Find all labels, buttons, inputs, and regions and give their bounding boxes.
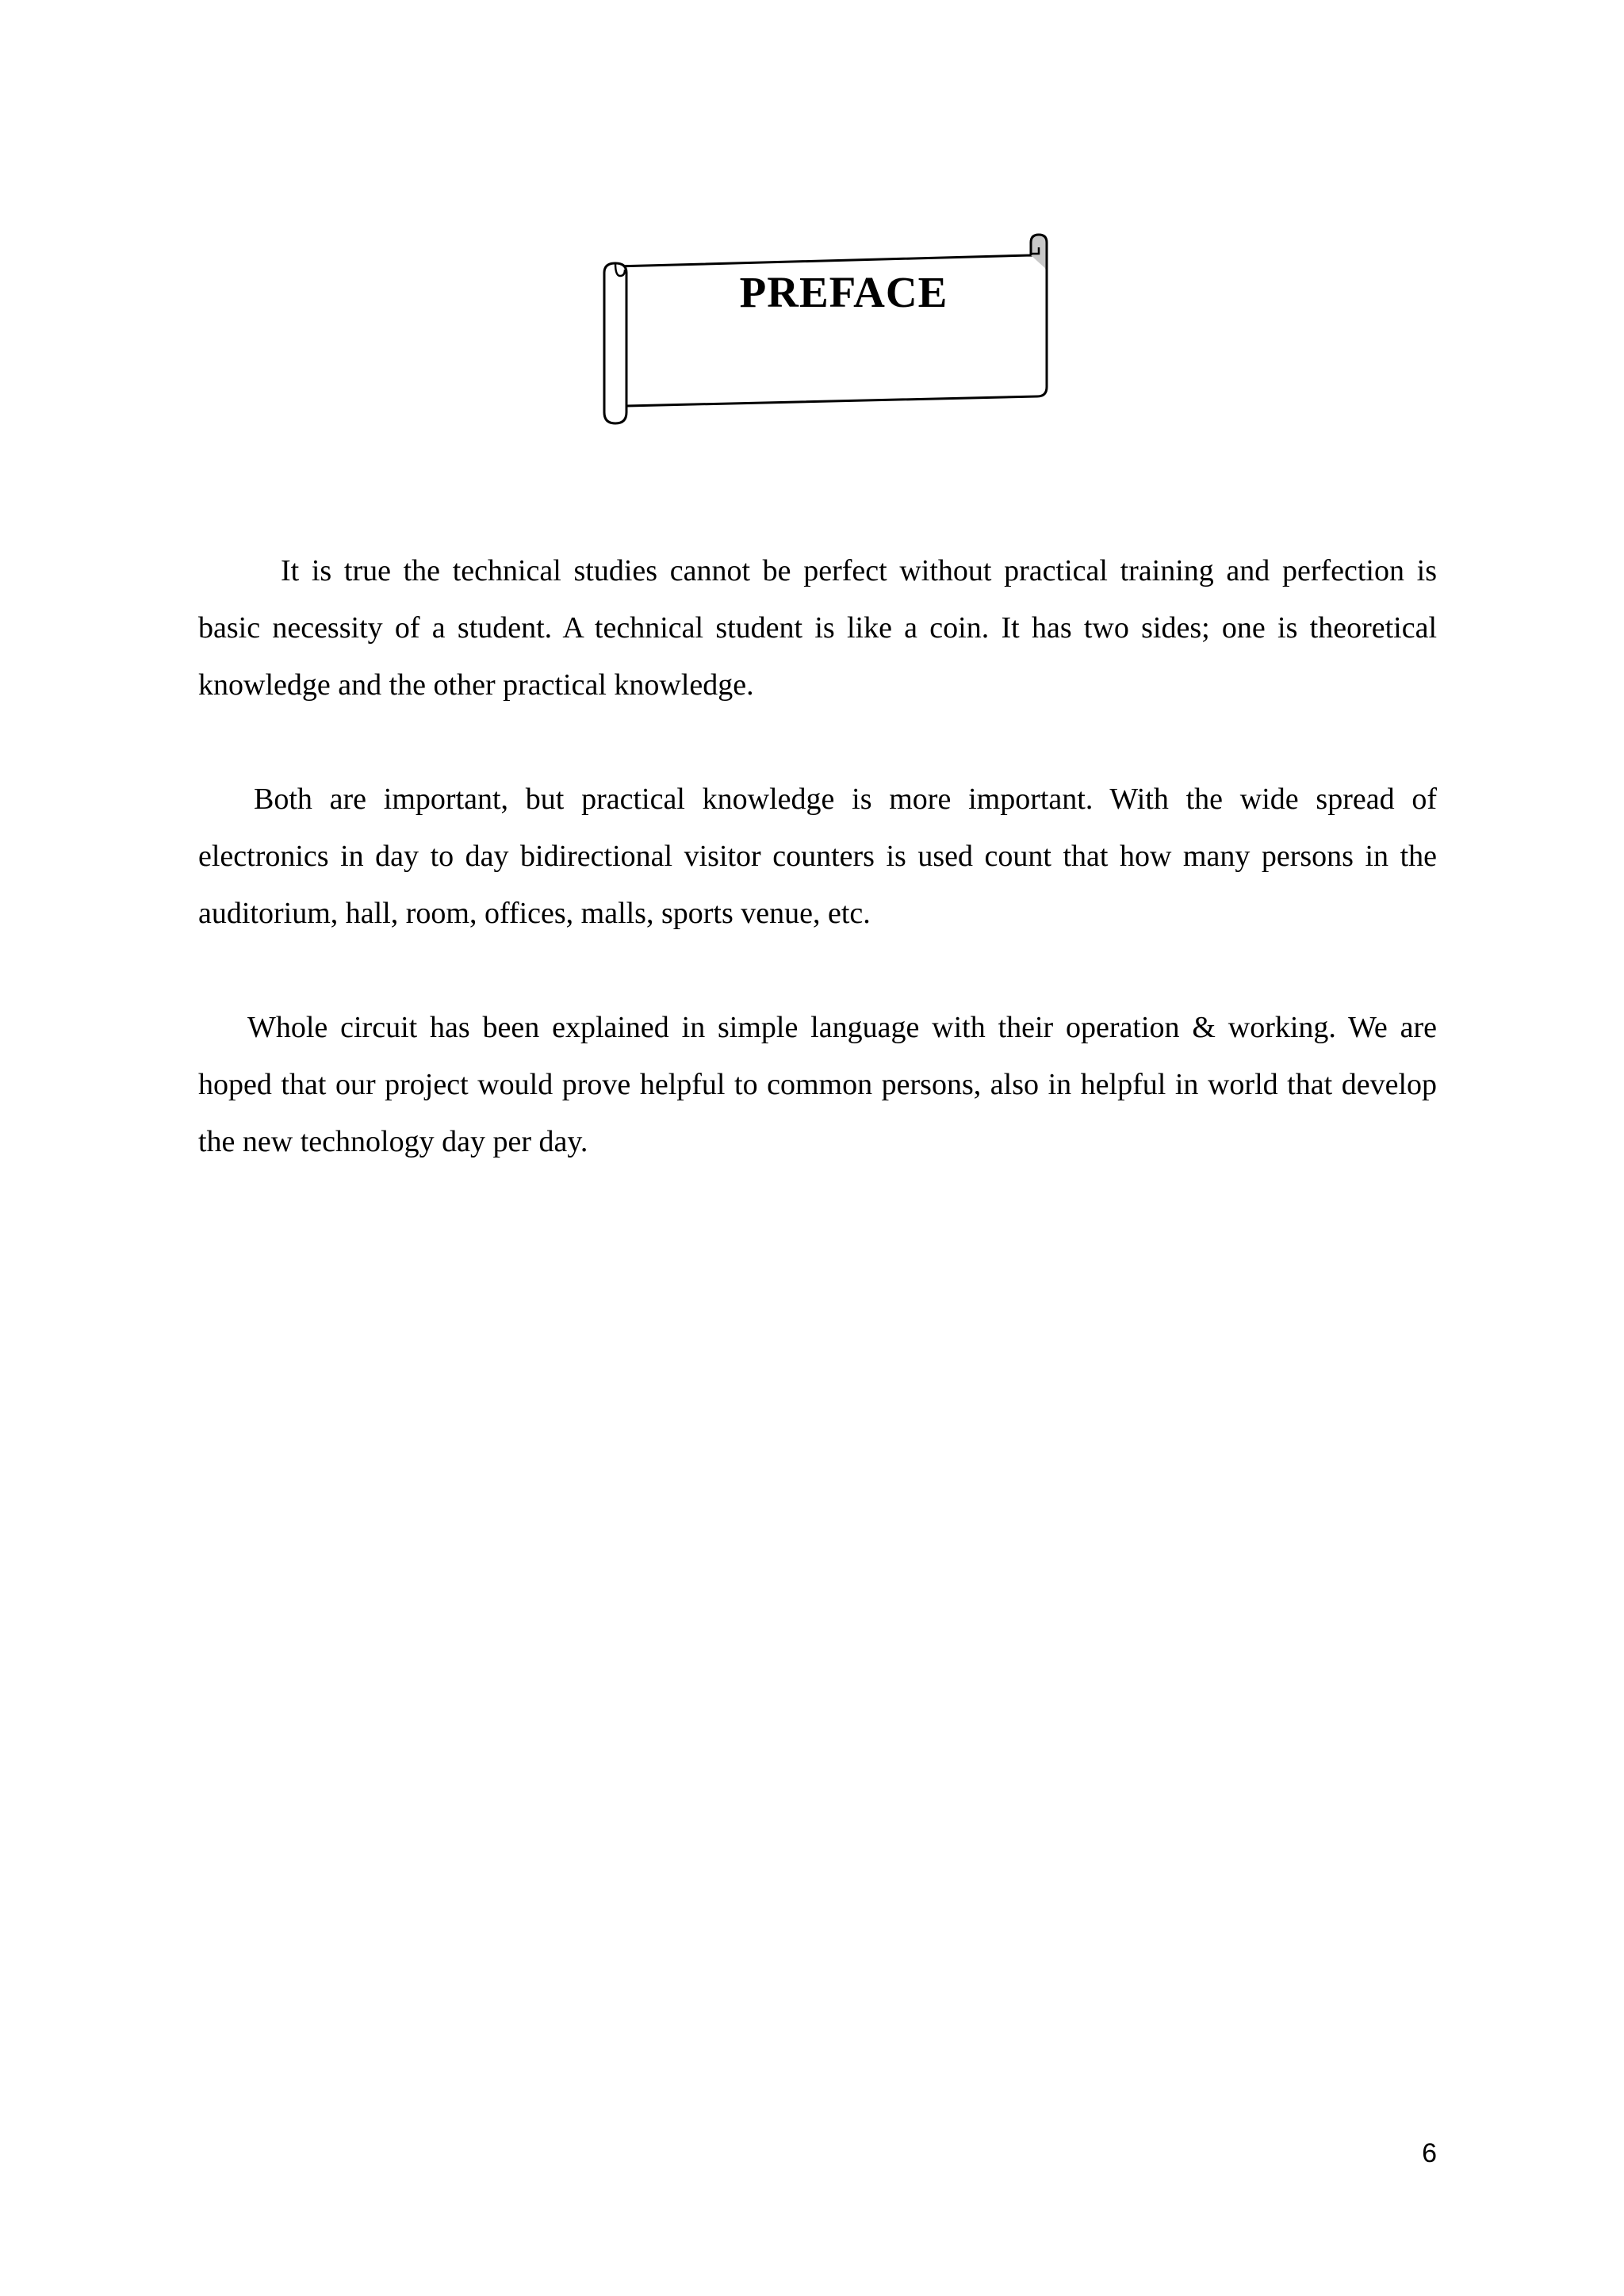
preface-banner bbox=[593, 232, 1055, 425]
paragraph-2: Both are important, but practical knowledge is more important. With the wide spread of electronics in day to day bidirectional visitor counters is used count that how many persons in the auditorium, hall, room, offices, malls, sports venue, etc. bbox=[198, 783, 1437, 930]
page-number: 6 bbox=[1422, 2138, 1437, 2168]
preface-body bbox=[198, 542, 1437, 1227]
paragraph-3: Whole circuit has been explained in simple language with their operation & working. We are hoped that our project would prove helpful to common persons, also in helpful in world that develop the new technology day per day. bbox=[198, 1011, 1437, 1158]
page-title bbox=[593, 266, 1055, 319]
scroll-banner-icon bbox=[593, 232, 1055, 425]
paragraph-1: It is true the technical studies cannot be perfect without practical training and perfection is basic necessity of a student. A technical student is like a coin. It has two sides; one is theoretical knowledge and the other practical knowledge. bbox=[198, 554, 1437, 702]
preface-heading: PREFACE bbox=[739, 268, 948, 316]
